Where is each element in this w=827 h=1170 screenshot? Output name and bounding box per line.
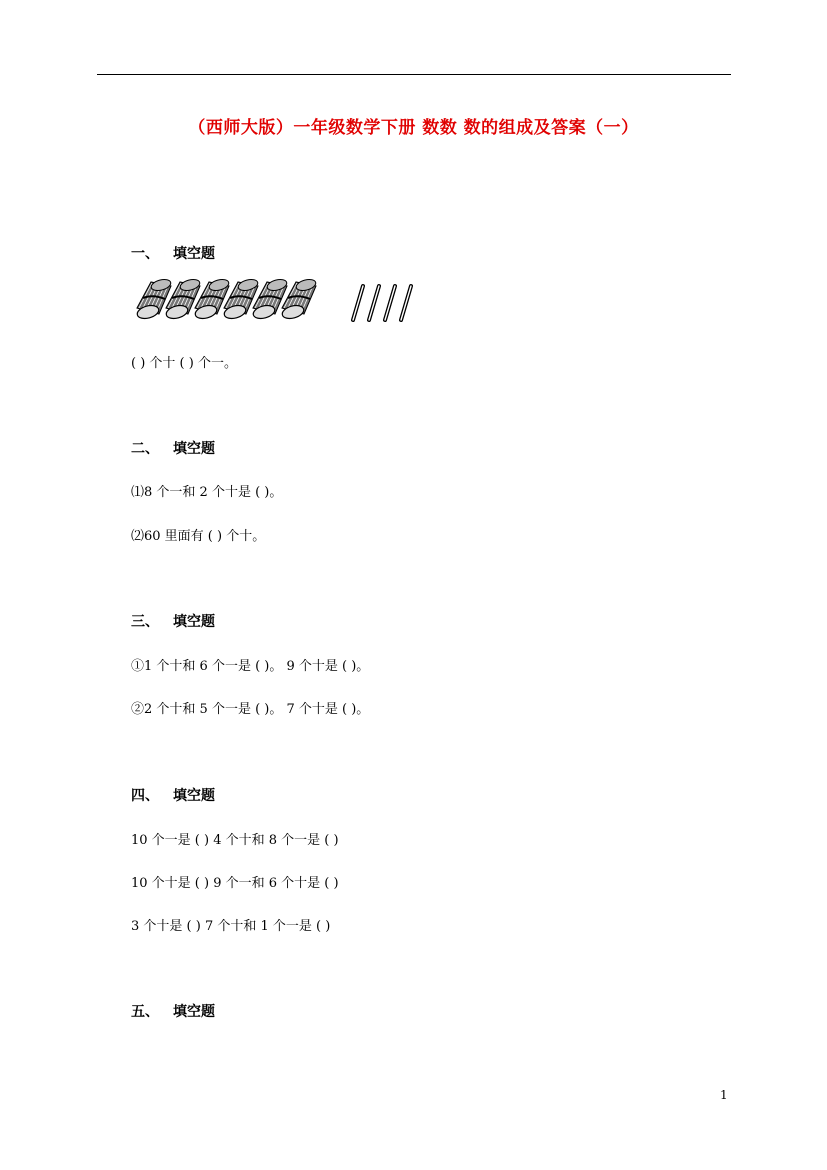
section-title: 填空题 — [173, 1004, 215, 1020]
counting-sticks-figure — [131, 274, 431, 326]
section-heading-1 — [131, 243, 215, 263]
section-number: 一、 — [131, 246, 159, 262]
section-heading-5 — [131, 1001, 215, 1021]
page-number: 1 — [720, 1088, 728, 1102]
section-number: 二、 — [131, 441, 159, 457]
single-stick-highlight — [369, 286, 379, 320]
section-title: 填空题 — [173, 441, 215, 457]
question-line: ( ) 个十 ( ) 个一。 — [131, 356, 237, 371]
header-rule — [97, 74, 731, 75]
section-number: 三、 — [131, 614, 159, 630]
question-line: ①1 个十和 6 个一是 ( )。 9 个十是 ( )。 — [131, 659, 370, 674]
single-stick-highlight — [401, 286, 411, 320]
question-line: ②2 个十和 5 个一是 ( )。 7 个十是 ( )。 — [131, 702, 370, 717]
section-title: 填空题 — [173, 614, 215, 630]
question-line: 10 个十是 ( ) 9 个一和 6 个十是 ( ) — [131, 876, 339, 891]
question-line: ⑴8 个一和 2 个十是 ( )。 — [131, 485, 283, 500]
section-number: 四、 — [131, 788, 159, 804]
question-line: 10 个一是 ( ) 4 个十和 8 个一是 ( ) — [131, 833, 339, 848]
document-title: （西师大版）一年级数学下册 数数 数的组成及答案（一） — [188, 118, 639, 138]
question-line: ⑵60 里面有 ( ) 个十。 — [131, 529, 266, 544]
stick-bundles — [136, 278, 317, 321]
section-number: 五、 — [131, 1004, 159, 1020]
section-heading-4 — [131, 785, 215, 805]
section-title: 填空题 — [173, 246, 215, 262]
single-stick-highlight — [353, 286, 363, 320]
single-sticks — [353, 286, 411, 320]
question-line: 3 个十是 ( ) 7 个十和 1 个一是 ( ) — [131, 919, 331, 934]
section-title: 填空题 — [173, 788, 215, 804]
single-stick-highlight — [385, 286, 395, 320]
section-heading-2 — [131, 438, 215, 458]
section-heading-3 — [131, 611, 215, 631]
